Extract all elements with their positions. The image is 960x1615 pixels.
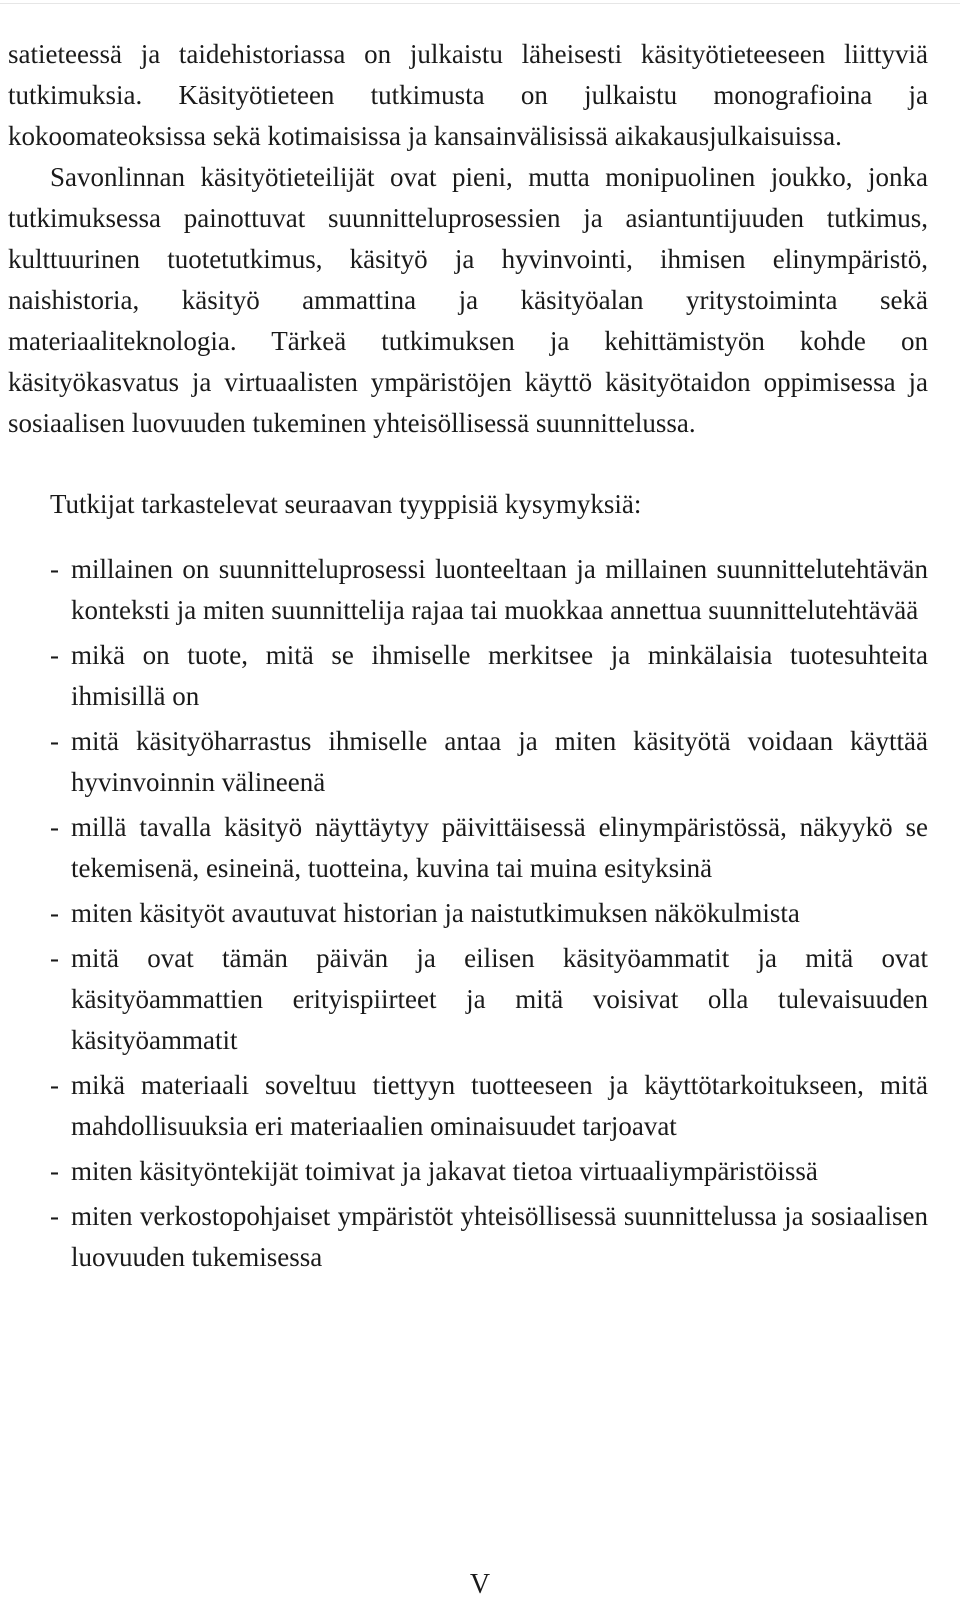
question-list <box>8 549 928 1278</box>
list-item <box>8 1196 928 1278</box>
paragraph-1: satieteessä ja taidehistoriassa on julkaistu läheisesti käsityötieteeseen liittyviä tutkimuksia. Käsityötieteen tutkimusta on julkaistu monografioina ja kokoomateoksissa sekä kotimaisissa ja kansainvälisissä aikakausjulkaisuissa. <box>8 39 928 151</box>
list-item <box>8 721 928 803</box>
list-item-text: mikä materiaali soveltuu tiettyyn tuotteeseen ja käyttötarkoitukseen, mitä mahdollisuuksia eri materiaalien ominaisuudet tarjoavat <box>71 1070 928 1141</box>
list-item-text: miten verkostopohjaiset ympäristöt yhteisöllisessä suunnittelussa ja sosiaalisen luovuuden tukemisessa <box>71 1201 928 1272</box>
list-bullet: - <box>50 812 59 842</box>
list-bullet: - <box>50 1070 59 1100</box>
list-item <box>8 635 928 717</box>
list-item-text: mikä on tuote, mitä se ihmiselle merkitsee ja minkälaisia tuotesuhteita ihmisillä on <box>71 640 928 711</box>
list-item-text: millä tavalla käsityö näyttäytyy päivittäisessä elinympäristössä, näkyykö se tekemisenä, esineinä, tuotteina, kuvina tai muina esityksinä <box>71 812 928 883</box>
list-item-text: miten käsityöt avautuvat historian ja naistutkimuksen näkökulmista <box>71 898 800 928</box>
top-rule <box>0 3 960 4</box>
question-list-lead: Tutkijat tarkastelevat seuraavan tyyppisiä kysymyksiä: <box>50 489 642 519</box>
page-body <box>8 34 928 1282</box>
list-item-text: mitä käsityöharrastus ihmiselle antaa ja miten käsityötä voidaan käyttää hyvinvoinnin välineenä <box>71 726 928 797</box>
list-bullet: - <box>50 554 59 584</box>
list-bullet: - <box>50 1201 59 1231</box>
list-item <box>8 938 928 1061</box>
list-item <box>8 893 928 934</box>
list-item-text: mitä ovat tämän päivän ja eilisen käsityöammatit ja mitä ovat käsityöammattien erityispiirteet ja mitä voisivat olla tulevaisuuden käsityöammatit <box>71 943 928 1055</box>
list-item <box>8 1065 928 1147</box>
list-item <box>8 807 928 889</box>
page-number: V <box>469 1569 491 1600</box>
list-bullet: - <box>50 726 59 756</box>
list-bullet: - <box>50 640 59 670</box>
list-bullet: - <box>50 898 59 928</box>
list-item-text: miten käsityöntekijät toimivat ja jakavat tietoa virtuaaliympäristöissä <box>71 1156 818 1186</box>
list-bullet: - <box>50 943 59 973</box>
list-item <box>8 1151 928 1192</box>
paragraph-2: Savonlinnan käsityötieteilijät ovat pieni, mutta monipuolinen joukko, jonka tutkimuksessa painottuvat suunnitteluprosessien ja asiantuntijuuden tutkimus, kulttuurinen tuotetutkimus, käsityö ja hyvinvointi, ihmisen elinympäristö, naishistoria, käsityö ammattina ja käsityöalan yritystoiminta sekä materiaaliteknologia. Tärkeä tutkimuksen ja kehittämistyön kohde on käsityökasvatus ja virtuaalisten ympäristöjen käyttö käsityötaidon oppimisessa ja sosiaalisen luovuuden tukeminen yhteisöllisessä suunnittelussa. <box>8 162 928 438</box>
list-item <box>8 549 928 631</box>
list-bullet: - <box>50 1156 59 1186</box>
list-item-text: millainen on suunnitteluprosessi luonteeltaan ja millainen suunnittelutehtävän konteksti ja miten suunnittelija rajaa tai muokkaa annettua suunnittelutehtävää <box>71 554 928 625</box>
